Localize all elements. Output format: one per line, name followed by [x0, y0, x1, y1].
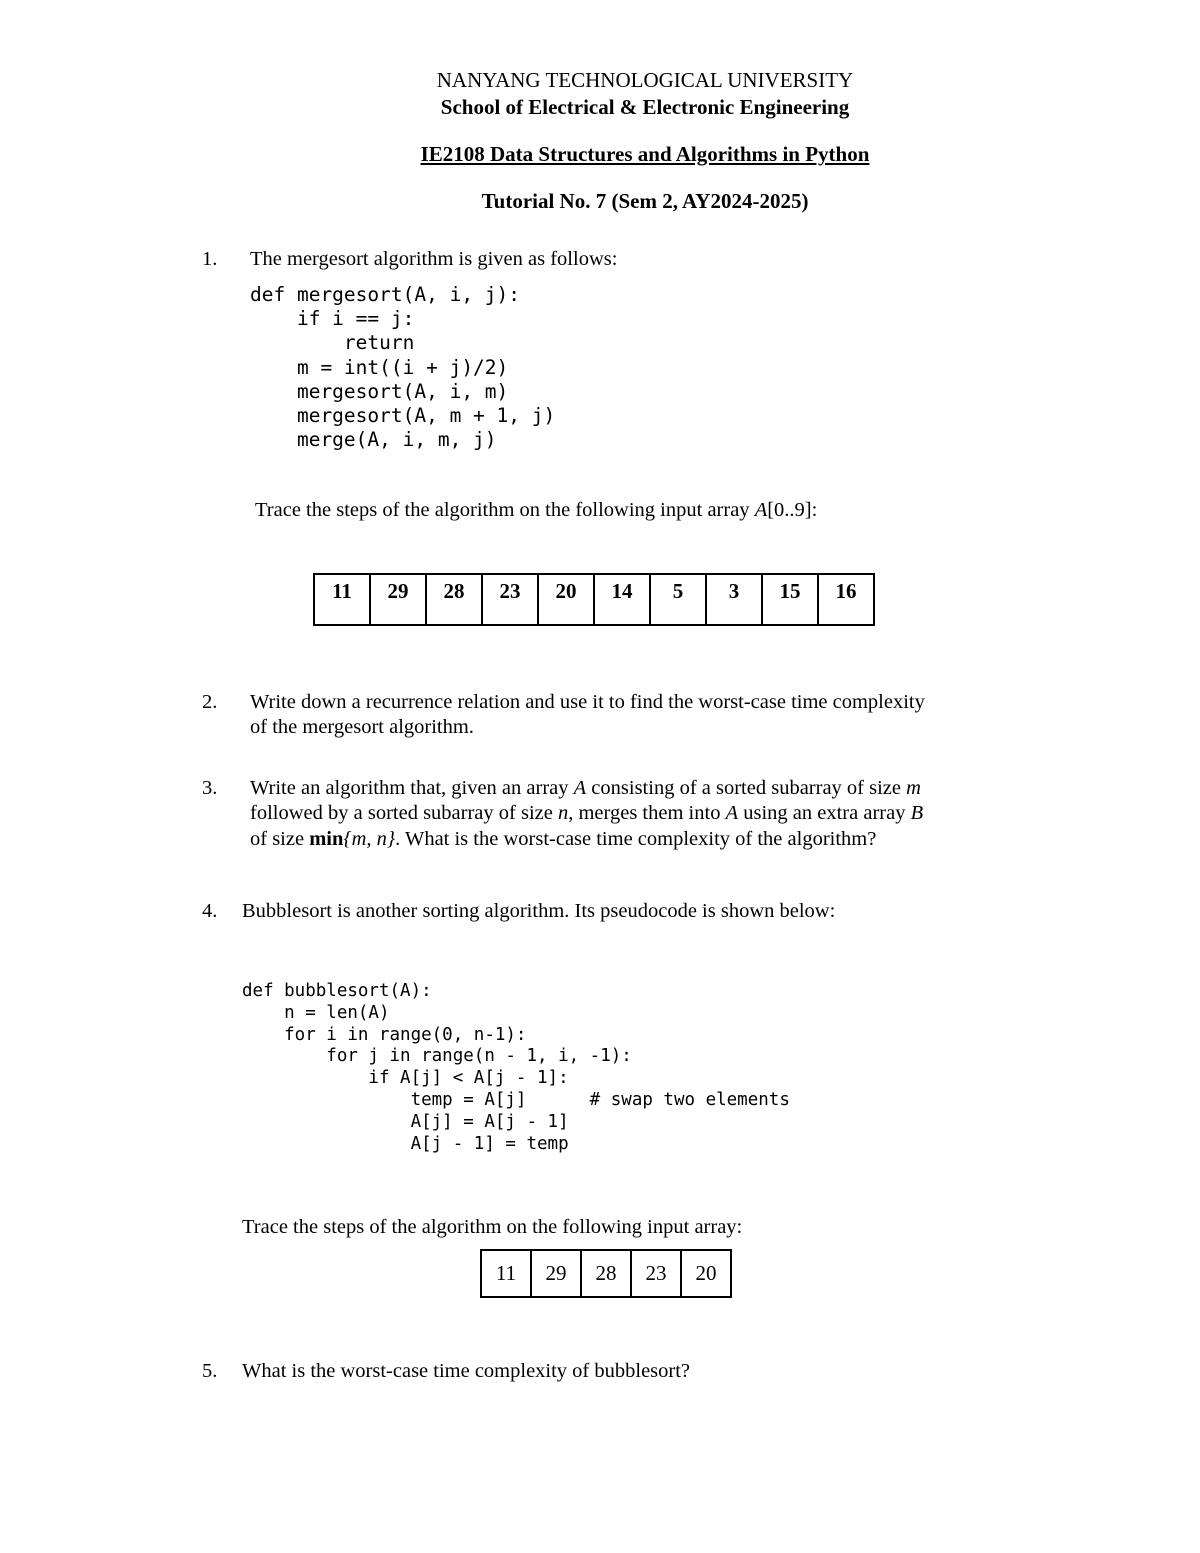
q4-input-array	[480, 1249, 732, 1298]
array-cell: 23	[482, 574, 538, 625]
array-row	[481, 1250, 731, 1297]
array-cell: 15	[762, 574, 818, 625]
array-cell: 20	[681, 1250, 731, 1297]
array-cell: 11	[481, 1250, 531, 1297]
course-title: IE2108 Data Structures and Algorithms in Python	[420, 142, 870, 166]
q3-line3: of size min{m, n}. What is the worst-case time complexity of the algorithm?	[250, 828, 877, 850]
q1-intro: The mergesort algorithm is given as follows:	[250, 248, 618, 270]
array-cell: 3	[706, 574, 762, 625]
array-cell: 28	[426, 574, 482, 625]
q4-trace-instruction: Trace the steps of the algorithm on the following input array:	[242, 1216, 743, 1238]
q5-text: What is the worst-case time complexity of bubblesort?	[242, 1360, 691, 1382]
q3-line2: followed by a sorted subarray of size n, merges them into A using an extra array B	[250, 802, 924, 824]
array-cell: 16	[818, 574, 874, 625]
school-name: School of Electrical & Electronic Engineering	[440, 95, 850, 119]
array-row	[314, 574, 874, 625]
q2-number: 2.	[202, 691, 218, 713]
q3-number: 3.	[202, 777, 218, 799]
university-name: NANYANG TECHNOLOGICAL UNIVERSITY	[436, 68, 854, 92]
array-cell: 29	[370, 574, 426, 625]
q4-code-block: def bubblesort(A): n = len(A) for i in range(0, n-1): for j in range(n - 1, i, -1): if A[j] < A[j - 1]: temp = A[j] # swap two elements A[j] = A[j - 1] A[j - 1] = temp	[242, 981, 790, 1154]
q1-number: 1.	[202, 248, 218, 270]
q5-number: 5.	[202, 1360, 218, 1382]
q3-line1: Write an algorithm that, given an array A consisting of a sorted subarray of size m	[250, 777, 921, 799]
tutorial-title: Tutorial No. 7 (Sem 2, AY2024-2025)	[481, 189, 809, 213]
q1-code-block: def mergesort(A, i, j): if i == j: return m = int((i + j)/2) mergesort(A, i, m) mergesort(A, m + 1, j) merge(A, i, m, j)	[250, 283, 556, 452]
q4-intro: Bubblesort is another sorting algorithm. Its pseudocode is shown below:	[242, 900, 836, 922]
q2-line1: Write down a recurrence relation and use it to find the worst-case time complexity	[250, 691, 925, 713]
q2-line2: of the mergesort algorithm.	[250, 716, 474, 738]
array-cell: 20	[538, 574, 594, 625]
array-cell: 28	[581, 1250, 631, 1297]
array-cell: 14	[594, 574, 650, 625]
array-cell: 23	[631, 1250, 681, 1297]
q1-trace-instruction: Trace the steps of the algorithm on the following input array A[0..9]:	[255, 499, 818, 521]
array-cell: 29	[531, 1250, 581, 1297]
array-cell: 11	[314, 574, 370, 625]
q4-number: 4.	[202, 900, 218, 922]
array-cell: 5	[650, 574, 706, 625]
q1-input-array	[313, 573, 875, 626]
